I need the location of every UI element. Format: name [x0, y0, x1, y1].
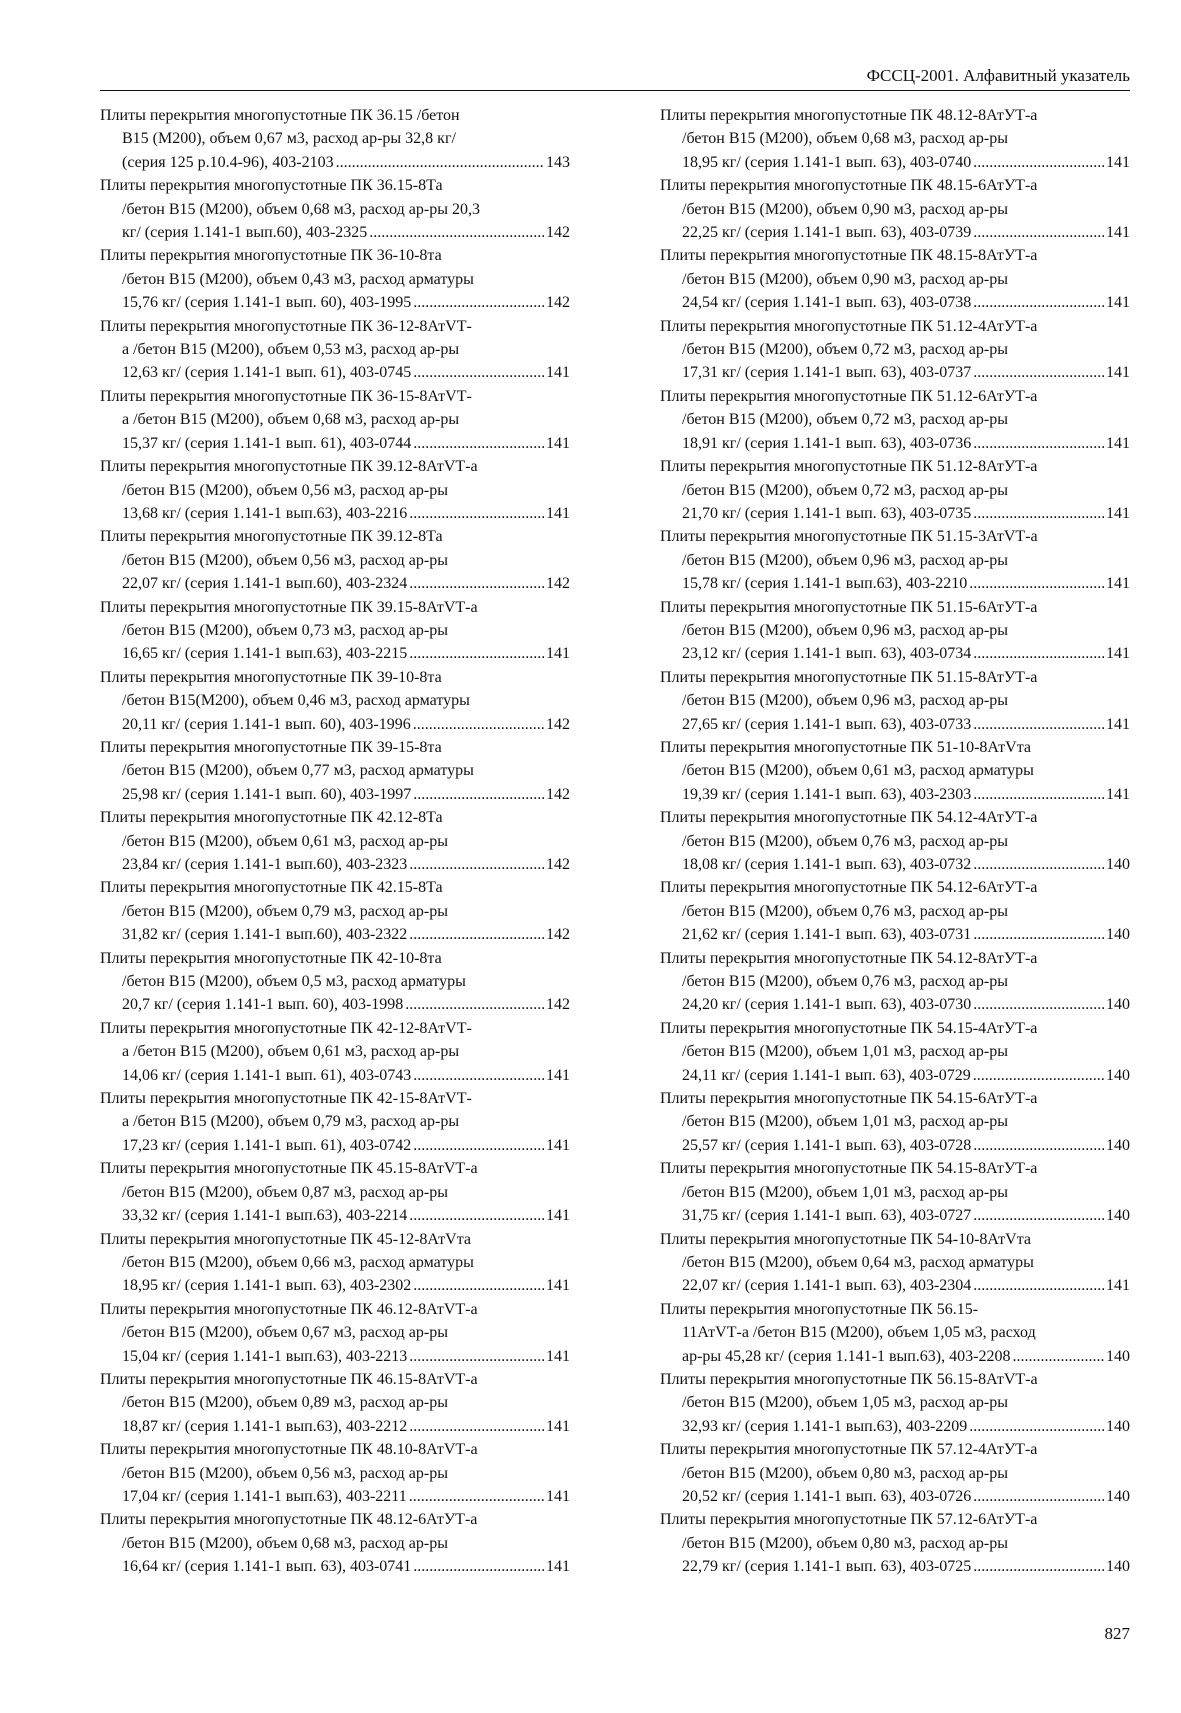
entry-reference: 20,7 кг/ (серия 1.141-1 вып. 60), 403-1998: [122, 996, 404, 1014]
entry-line: Плиты перекрытия многопустотные ПК 54.15-6АтУТ-а: [660, 1090, 1038, 1108]
index-entry: [660, 876, 1130, 946]
index-entry: [660, 1087, 1130, 1157]
entry-reference: 17,23 кг/ (серия 1.141-1 вып. 61), 403-0742: [122, 1136, 412, 1154]
index-entry: [660, 1157, 1130, 1227]
dot-leader: [409, 1204, 544, 1227]
index-entry: [660, 385, 1130, 455]
index-entry: [660, 1017, 1130, 1087]
page-number: 827: [1104, 1624, 1130, 1643]
entry-line: /бетон В15 (М200), объем 0,77 м3, расход арматуры: [122, 762, 474, 780]
entry-page-number: 141: [546, 1136, 570, 1154]
entry-page-number: 142: [546, 785, 570, 803]
entry-page-number: 141: [546, 1207, 570, 1225]
entry-line: Плиты перекрытия многопустотные ПК 42-12-8АтVТ-: [100, 1019, 472, 1037]
index-entry: [660, 596, 1130, 666]
entry-page-number: 141: [546, 1558, 570, 1576]
index-entry: [100, 244, 570, 314]
index-entry: [660, 525, 1130, 595]
entry-reference: 15,04 кг/ (серия 1.141-1 вып.63), 403-2213: [122, 1347, 408, 1365]
entry-line: Плиты перекрытия многопустотные ПК 54.12-4АтУТ-а: [660, 809, 1038, 827]
entry-page-number: 143: [546, 153, 570, 171]
index-column-right: [660, 104, 1130, 1579]
entry-reference: 27,65 кг/ (серия 1.141-1 вып. 63), 403-0733: [682, 715, 972, 733]
entry-reference-line: [100, 1415, 570, 1438]
entry-reference-line: [660, 1064, 1130, 1087]
entry-reference: 21,70 кг/ (серия 1.141-1 вып. 63), 403-0735: [682, 504, 972, 522]
entry-reference: 17,04 кг/ (серия 1.141-1 вып.63), 403-2211: [122, 1487, 407, 1505]
index-entry: [100, 455, 570, 525]
entry-page-number: 141: [1106, 364, 1130, 382]
entry-reference-line: [660, 221, 1130, 244]
index-entry: [100, 1228, 570, 1298]
entry-line: /бетон В15 (М200), объем 0,68 м3, расход ар-ры: [122, 1534, 448, 1552]
entry-reference: 13,68 кг/ (серия 1.141-1 вып.63), 403-2216: [122, 504, 408, 522]
entry-reference: 31,82 кг/ (серия 1.141-1 вып.60), 403-2322: [122, 926, 408, 944]
entry-reference: 25,98 кг/ (серия 1.141-1 вып. 60), 403-1997: [122, 785, 412, 803]
dot-leader: [409, 1485, 544, 1508]
dot-leader: [973, 923, 1104, 946]
entry-line: /бетон В15 (М200), объем 0,87 м3, расход ар-ры: [122, 1183, 448, 1201]
entry-reference-line: [660, 1274, 1130, 1297]
entry-line: Плиты перекрытия многопустотные ПК 51.12-6АтУТ-а: [660, 387, 1038, 405]
entry-line: /бетон В15 (М200), объем 0,96 м3, расход ар-ры: [682, 621, 1008, 639]
dot-leader: [1012, 1345, 1104, 1368]
entry-reference-line: [100, 221, 570, 244]
index-entry: [660, 1438, 1130, 1508]
entry-reference-line: [100, 1204, 570, 1227]
entry-page-number: 142: [546, 294, 570, 312]
entry-page-number: 140: [1106, 1207, 1130, 1225]
entry-page-number: 140: [1106, 1487, 1130, 1505]
entry-line: Плиты перекрытия многопустотные ПК 39.12-8Та: [100, 528, 443, 546]
entry-page-number: 140: [1106, 1136, 1130, 1154]
entry-reference: 22,25 кг/ (серия 1.141-1 вып. 63), 403-0739: [682, 224, 972, 242]
entry-reference: 18,91 кг/ (серия 1.141-1 вып. 63), 403-0736: [682, 434, 972, 452]
entry-line: /бетон В15 (М200), объем 0,76 м3, расход ар-ры: [682, 973, 1008, 991]
dot-leader: [973, 853, 1104, 876]
dot-leader: [973, 1134, 1104, 1157]
entry-reference: 16,64 кг/ (серия 1.141-1 вып. 63), 403-0741: [122, 1558, 412, 1576]
index-entry: [100, 1087, 570, 1157]
index-entry: [100, 104, 570, 174]
entry-page-number: 142: [546, 715, 570, 733]
dot-leader: [969, 572, 1104, 595]
entry-page-number: 141: [1106, 504, 1130, 522]
entry-line: /бетон В15 (М200), объем 0,80 м3, расход ар-ры: [682, 1534, 1008, 1552]
dot-leader: [336, 151, 544, 174]
entry-line: /бетон В15 (М200), объем 0,76 м3, расход ар-ры: [682, 902, 1008, 920]
entry-reference: 33,32 кг/ (серия 1.141-1 вып.63), 403-2214: [122, 1207, 408, 1225]
entry-reference: 19,39 кг/ (серия 1.141-1 вып. 63), 403-2303: [682, 785, 972, 803]
entry-reference: 20,52 кг/ (серия 1.141-1 вып. 63), 403-0726: [682, 1487, 972, 1505]
entry-page-number: 141: [1106, 153, 1130, 171]
entry-line: /бетон В15 (М200), объем 0,56 м3, расход ар-ры: [122, 481, 448, 499]
index-entry: [100, 1298, 570, 1368]
index-entry: [100, 876, 570, 946]
entry-page-number: 141: [546, 1347, 570, 1365]
entry-line: /бетон В15 (М200), объем 0,56 м3, расход ар-ры: [122, 551, 448, 569]
entry-line: /бетон В15 (М200), объем 0,76 м3, расход ар-ры: [682, 832, 1008, 850]
entry-reference: 12,63 кг/ (серия 1.141-1 вып. 61), 403-0745: [122, 364, 412, 382]
entry-line: /бетон В15 (М200), объем 0,72 м3, расход ар-ры: [682, 411, 1008, 429]
entry-reference-line: [100, 1555, 570, 1578]
dot-leader: [973, 783, 1104, 806]
entry-line: /бетон В15(М200), объем 0,46 м3, расход арматуры: [122, 692, 470, 710]
entry-reference: 22,79 кг/ (серия 1.141-1 вып. 63), 403-0725: [682, 1558, 972, 1576]
index-column-left: [100, 104, 570, 1579]
entry-line: Плиты перекрытия многопустотные ПК 54.15-4АтУТ-а: [660, 1019, 1038, 1037]
index-entry: [660, 947, 1130, 1017]
entry-page-number: 142: [546, 996, 570, 1014]
entry-reference-line: [100, 853, 570, 876]
dot-leader: [973, 361, 1104, 384]
entry-page-number: 141: [546, 1277, 570, 1295]
dot-leader: [413, 1555, 544, 1578]
entry-line: /бетон В15 (М200), объем 0,90 м3, расход ар-ры: [682, 200, 1008, 218]
index-entry: [100, 315, 570, 385]
dot-leader: [973, 713, 1104, 736]
index-entry: [660, 104, 1130, 174]
index-entry: [660, 455, 1130, 525]
entry-reference-line: [660, 291, 1130, 314]
entry-reference: 22,07 кг/ (серия 1.141-1 вып. 63), 403-2304: [682, 1277, 972, 1295]
entry-line: а /бетон В15 (М200), объем 0,53 м3, расход ар-ры: [122, 341, 460, 359]
entry-reference-line: [660, 1204, 1130, 1227]
entry-line: Плиты перекрытия многопустотные ПК 51.12-8АтУТ-а: [660, 458, 1038, 476]
entry-line: Плиты перекрытия многопустотные ПК 48.12-8АтУТ-а: [660, 107, 1038, 124]
index-entry: [660, 1228, 1130, 1298]
entry-line: /бетон В15 (М200), объем 0,72 м3, расход ар-ры: [682, 481, 1008, 499]
entry-line: /бетон В15 (М200), объем 0,61 м3, расход арматуры: [682, 762, 1034, 780]
entry-reference-line: [660, 151, 1130, 174]
index-entry: [100, 1368, 570, 1438]
entry-line: Плиты перекрытия многопустотные ПК 36.15 /бетон: [100, 107, 460, 124]
dot-leader: [973, 432, 1104, 455]
entry-line: Плиты перекрытия многопустотные ПК 39.15-8АтVТ-а: [100, 598, 478, 616]
entry-page-number: 141: [546, 1487, 570, 1505]
entry-reference-line: [660, 1555, 1130, 1578]
entry-reference: 24,11 кг/ (серия 1.141-1 вып. 63), 403-0729: [682, 1066, 971, 1084]
entry-page-number: 141: [1106, 785, 1130, 803]
entry-line: Плиты перекрытия многопустотные ПК 57.12-4АтУТ-а: [660, 1441, 1038, 1459]
entry-reference-line: [100, 1485, 570, 1508]
entry-line: Плиты перекрытия многопустотные ПК 36-12-8АтVТ-: [100, 317, 472, 335]
entry-page-number: 141: [1106, 434, 1130, 452]
index-entry: [660, 666, 1130, 736]
entry-reference-line: [660, 502, 1130, 525]
entry-reference-line: [100, 361, 570, 384]
entry-page-number: 140: [1106, 1558, 1130, 1576]
index-entry: [660, 736, 1130, 806]
entry-line: Плиты перекрытия многопустотные ПК 39-15-8та: [100, 738, 442, 756]
entry-reference: кг/ (серия 1.141-1 вып.60), 403-2325: [122, 224, 368, 242]
dot-leader: [973, 151, 1104, 174]
entry-line: /бетон В15 (М200), объем 1,01 м3, расход ар-ры: [682, 1113, 1008, 1131]
dot-leader: [973, 221, 1104, 244]
entry-reference-line: [100, 1064, 570, 1087]
entry-line: В15 (М200), объем 0,67 м3, расход ар-ры 32,8 кг/: [122, 130, 456, 148]
entry-reference: (серия 125 р.10.4-96), 403-2103: [122, 153, 334, 171]
index-entry: [660, 244, 1130, 314]
entry-line: /бетон В15 (М200), объем 0,80 м3, расход ар-ры: [682, 1464, 1008, 1482]
entry-line: Плиты перекрытия многопустотные ПК 39-10-8та: [100, 668, 442, 686]
entry-reference-line: [660, 642, 1130, 665]
entry-page-number: 141: [546, 434, 570, 452]
entry-reference-line: [660, 993, 1130, 1016]
dot-leader: [409, 1345, 544, 1368]
dot-leader: [973, 993, 1104, 1016]
index-entry: [100, 174, 570, 244]
entry-line: Плиты перекрытия многопустотные ПК 48.15-8АтУТ-а: [660, 247, 1038, 265]
entry-line: /бетон В15 (М200), объем 0,5 м3, расход арматуры: [122, 973, 466, 991]
entry-reference-line: [100, 1134, 570, 1157]
entry-reference-line: [660, 361, 1130, 384]
entry-line: а /бетон В15 (М200), объем 0,61 м3, расход ар-ры: [122, 1043, 460, 1061]
dot-leader: [413, 713, 544, 736]
index-entry: [100, 1508, 570, 1578]
entry-page-number: 140: [1106, 1347, 1130, 1365]
entry-line: Плиты перекрытия многопустотные ПК 56.15-8АтVТ-а: [660, 1370, 1038, 1388]
entry-line: /бетон В15 (М200), объем 1,01 м3, расход ар-ры: [682, 1043, 1008, 1061]
entry-line: Плиты перекрытия многопустотные ПК 51.15-3АтVТ-а: [660, 528, 1038, 546]
entry-page-number: 141: [1106, 645, 1130, 663]
dot-leader: [973, 291, 1104, 314]
index-entry: [660, 174, 1130, 244]
entry-line: а /бетон В15 (М200), объем 0,79 м3, расход ар-ры: [122, 1113, 460, 1131]
entry-reference: 18,95 кг/ (серия 1.141-1 вып. 63), 403-0740: [682, 153, 972, 171]
entry-line: Плиты перекрытия многопустотные ПК 42.12-8Та: [100, 809, 443, 827]
entry-line: Плиты перекрытия многопустотные ПК 51.12-4АтУТ-а: [660, 317, 1038, 335]
entry-line: /бетон В15 (М200), объем 0,61 м3, расход ар-ры: [122, 832, 448, 850]
entry-page-number: 140: [1106, 1417, 1130, 1435]
dot-leader: [413, 291, 544, 314]
dot-leader: [973, 1204, 1104, 1227]
dot-leader: [409, 923, 544, 946]
dot-leader: [413, 432, 544, 455]
entry-reference-line: [660, 783, 1130, 806]
entry-page-number: 142: [546, 926, 570, 944]
entry-page-number: 141: [546, 1417, 570, 1435]
entry-reference-line: [100, 993, 570, 1016]
entry-reference-line: [660, 572, 1130, 595]
entry-line: /бетон В15 (М200), объем 0,89 м3, расход ар-ры: [122, 1394, 448, 1412]
index-entry: [660, 1508, 1130, 1578]
entry-line: /бетон В15 (М200), объем 0,64 м3, расход арматуры: [682, 1253, 1034, 1271]
entry-reference: 14,06 кг/ (серия 1.141-1 вып. 61), 403-0743: [122, 1066, 412, 1084]
index-entry: [660, 806, 1130, 876]
dot-leader: [409, 502, 544, 525]
entry-line: Плиты перекрытия многопустотные ПК 45-12-8АтVта: [100, 1230, 472, 1248]
entry-reference: 15,37 кг/ (серия 1.141-1 вып. 61), 403-0744: [122, 434, 412, 452]
entry-page-number: 140: [1106, 1066, 1130, 1084]
index-entry: [100, 736, 570, 806]
dot-leader: [413, 1064, 544, 1087]
entry-reference: 23,84 кг/ (серия 1.141-1 вып.60), 403-2323: [122, 856, 408, 873]
entry-reference: ар-ры 45,28 кг/ (серия 1.141-1 вып.63), 403-2208: [682, 1347, 1011, 1365]
entry-line: Плиты перекрытия многопустотные ПК 36.15-8Та: [100, 177, 443, 195]
entry-page-number: 140: [1106, 856, 1130, 873]
entry-reference: 20,11 кг/ (серия 1.141-1 вып. 60), 403-1996: [122, 715, 411, 733]
entry-line: /бетон В15 (М200), объем 0,67 м3, расход ар-ры: [122, 1324, 448, 1342]
dot-leader: [413, 1134, 544, 1157]
entry-line: /бетон В15 (М200), объем 0,96 м3, расход ар-ры: [682, 551, 1008, 569]
entry-line: Плиты перекрытия многопустотные ПК 51-10-8АтVта: [660, 738, 1032, 756]
entry-page-number: 141: [546, 504, 570, 522]
entry-reference-line: [100, 432, 570, 455]
entry-line: Плиты перекрытия многопустотные ПК 48.10-8АтVТ-а: [100, 1441, 478, 1459]
dot-leader: [973, 502, 1104, 525]
index-entry: [100, 525, 570, 595]
entry-line: /бетон В15 (М200), объем 0,73 м3, расход ар-ры: [122, 621, 448, 639]
entry-page-number: 142: [546, 575, 570, 593]
entry-reference-line: [100, 151, 570, 174]
entry-line: /бетон В15 (М200), объем 0,96 м3, расход ар-ры: [682, 692, 1008, 710]
entry-reference: 15,78 кг/ (серия 1.141-1 вып.63), 403-2210: [682, 575, 968, 593]
entry-line: Плиты перекрытия многопустотные ПК 51.15-8АтУТ-а: [660, 668, 1038, 686]
entry-page-number: 141: [1106, 575, 1130, 593]
entry-reference: 31,75 кг/ (серия 1.141-1 вып. 63), 403-0727: [682, 1207, 972, 1225]
entry-reference-line: [660, 1485, 1130, 1508]
entry-reference-line: [660, 713, 1130, 736]
entry-reference-line: [100, 572, 570, 595]
entry-page-number: 141: [546, 645, 570, 663]
index-entry: [100, 947, 570, 1017]
dot-leader: [973, 1485, 1104, 1508]
entry-page-number: 141: [546, 364, 570, 382]
entry-line: Плиты перекрытия многопустотные ПК 56.15-: [660, 1300, 979, 1318]
entry-line: а /бетон В15 (М200), объем 0,68 м3, расход ар-ры: [122, 411, 460, 429]
index-entry: [100, 806, 570, 876]
entry-line: Плиты перекрытия многопустотные ПК 42-15-8АтVТ-: [100, 1090, 472, 1108]
running-header: ФССЦ-2001. Алфавитный указатель: [866, 66, 1130, 85]
index-entry: [100, 1017, 570, 1087]
entry-page-number: 141: [1106, 715, 1130, 733]
header-rule: [100, 90, 1130, 91]
dot-leader: [973, 1274, 1104, 1297]
dot-leader: [413, 1274, 544, 1297]
dot-leader: [413, 783, 544, 806]
entry-line: Плиты перекрытия многопустотные ПК 36-10-8та: [100, 247, 442, 265]
index-entry: [660, 1368, 1130, 1438]
entry-reference: 15,76 кг/ (серия 1.141-1 вып. 60), 403-1995: [122, 294, 412, 312]
entry-reference: 18,95 кг/ (серия 1.141-1 вып. 63), 403-2302: [122, 1277, 412, 1295]
dot-leader: [409, 853, 544, 876]
entry-line: Плиты перекрытия многопустотные ПК 36-15-8АтVТ-: [100, 387, 472, 405]
index-entry: [100, 1157, 570, 1227]
index-entry: [100, 666, 570, 736]
entry-line: /бетон В15 (М200), объем 0,90 м3, расход ар-ры: [682, 270, 1008, 288]
entry-line: Плиты перекрытия многопустотные ПК 54-10-8АтVта: [660, 1230, 1032, 1248]
entry-line: /бетон В15 (М200), объем 0,68 м3, расход ар-ры: [682, 130, 1008, 148]
dot-leader: [409, 572, 544, 595]
entry-line: Плиты перекрытия многопустотные ПК 48.15-6АтУТ-а: [660, 177, 1038, 195]
dot-leader: [409, 642, 544, 665]
index-entry: [660, 315, 1130, 385]
index-entry: [100, 1438, 570, 1508]
dot-leader: [973, 1064, 1104, 1087]
entry-reference-line: [660, 432, 1130, 455]
entry-page-number: 141: [546, 1066, 570, 1084]
entry-line: Плиты перекрытия многопустотные ПК 54.12-6АтУТ-а: [660, 879, 1038, 897]
entry-line: /бетон В15 (М200), объем 0,68 м3, расход ар-ры 20,3: [122, 200, 480, 218]
entry-reference: 18,87 кг/ (серия 1.141-1 вып.63), 403-2212: [122, 1417, 408, 1435]
entry-line: Плиты перекрытия многопустотные ПК 57.12-6АтУТ-а: [660, 1511, 1038, 1529]
entry-line: /бетон В15 (М200), объем 1,01 м3, расход ар-ры: [682, 1183, 1008, 1201]
entry-line: /бетон В15 (М200), объем 0,79 м3, расход ар-ры: [122, 902, 448, 920]
entry-page-number: 142: [546, 224, 570, 242]
dot-leader: [405, 993, 544, 1016]
entry-reference-line: [100, 291, 570, 314]
entry-reference-line: [100, 1345, 570, 1368]
entry-line: Плиты перекрытия многопустотные ПК 51.15-6АтУТ-а: [660, 598, 1038, 616]
dot-leader: [413, 361, 544, 384]
entry-reference-line: [660, 923, 1130, 946]
entry-reference-line: [100, 783, 570, 806]
entry-line: Плиты перекрытия многопустотные ПК 42.15-8Та: [100, 879, 443, 897]
entry-page-number: 142: [546, 856, 570, 873]
entry-reference: 24,54 кг/ (серия 1.141-1 вып. 63), 403-0738: [682, 294, 972, 312]
entry-line: /бетон В15 (М200), объем 0,72 м3, расход ар-ры: [682, 341, 1008, 359]
entry-reference: 18,08 кг/ (серия 1.141-1 вып. 63), 403-0732: [682, 856, 972, 873]
entry-reference: 16,65 кг/ (серия 1.141-1 вып.63), 403-2215: [122, 645, 408, 663]
entry-reference-line: [100, 1274, 570, 1297]
entry-line: /бетон В15 (М200), объем 0,56 м3, расход ар-ры: [122, 1464, 448, 1482]
entry-line: Плиты перекрытия многопустотные ПК 39.12-8АтVТ-а: [100, 458, 478, 476]
index-entry: [660, 1298, 1130, 1368]
entry-reference-line: [100, 713, 570, 736]
entry-page-number: 141: [1106, 224, 1130, 242]
entry-reference-line: [660, 853, 1130, 876]
entry-reference: 32,93 кг/ (серия 1.141-1 вып.63), 403-2209: [682, 1417, 968, 1435]
entry-reference: 17,31 кг/ (серия 1.141-1 вып. 63), 403-0737: [682, 364, 972, 382]
entry-reference: 21,62 кг/ (серия 1.141-1 вып. 63), 403-0731: [682, 926, 972, 944]
entry-reference: 23,12 кг/ (серия 1.141-1 вып. 63), 403-0734: [682, 645, 972, 663]
entry-reference-line: [660, 1415, 1130, 1438]
dot-leader: [973, 1555, 1104, 1578]
entry-line: Плиты перекрытия многопустотные ПК 46.12-8АтVТ-а: [100, 1300, 478, 1318]
entry-page-number: 140: [1106, 996, 1130, 1014]
entry-line: Плиты перекрытия многопустотные ПК 48.12-6АтУТ-а: [100, 1511, 478, 1529]
entry-page-number: 141: [1106, 294, 1130, 312]
dot-leader: [409, 1415, 544, 1438]
entry-line: Плиты перекрытия многопустотные ПК 54.15-8АтУТ-а: [660, 1160, 1038, 1178]
entry-reference-line: [660, 1345, 1130, 1368]
dot-leader: [369, 221, 544, 244]
entry-line: /бетон В15 (М200), объем 0,43 м3, расход арматуры: [122, 270, 474, 288]
entry-reference: 25,57 кг/ (серия 1.141-1 вып. 63), 403-0728: [682, 1136, 972, 1154]
entry-reference-line: [100, 502, 570, 525]
entry-line: /бетон В15 (М200), объем 0,66 м3, расход арматуры: [122, 1253, 474, 1271]
entry-line: Плиты перекрытия многопустотные ПК 46.15-8АтVТ-а: [100, 1370, 478, 1388]
entry-reference-line: [660, 1134, 1130, 1157]
dot-leader: [969, 1415, 1104, 1438]
index-entry: [100, 596, 570, 666]
entry-line: Плиты перекрытия многопустотные ПК 42-10-8та: [100, 949, 442, 967]
entry-page-number: 140: [1106, 926, 1130, 944]
entry-line: Плиты перекрытия многопустотные ПК 45.15-8АтVТ-а: [100, 1160, 478, 1178]
entry-reference: 22,07 кг/ (серия 1.141-1 вып.60), 403-2324: [122, 575, 408, 593]
entry-line: /бетон В15 (М200), объем 1,05 м3, расход ар-ры: [682, 1394, 1008, 1412]
entry-reference-line: [100, 923, 570, 946]
entry-reference: 24,20 кг/ (серия 1.141-1 вып. 63), 403-0730: [682, 996, 972, 1014]
entry-reference-line: [100, 642, 570, 665]
entry-page-number: 141: [1106, 1277, 1130, 1295]
dot-leader: [973, 642, 1104, 665]
entry-line: Плиты перекрытия многопустотные ПК 54.12-8АтУТ-а: [660, 949, 1038, 967]
index-entry: [100, 385, 570, 455]
entry-line: 11АтVТ-а /бетон В15 (М200), объем 1,05 м3, расход: [682, 1324, 1036, 1342]
